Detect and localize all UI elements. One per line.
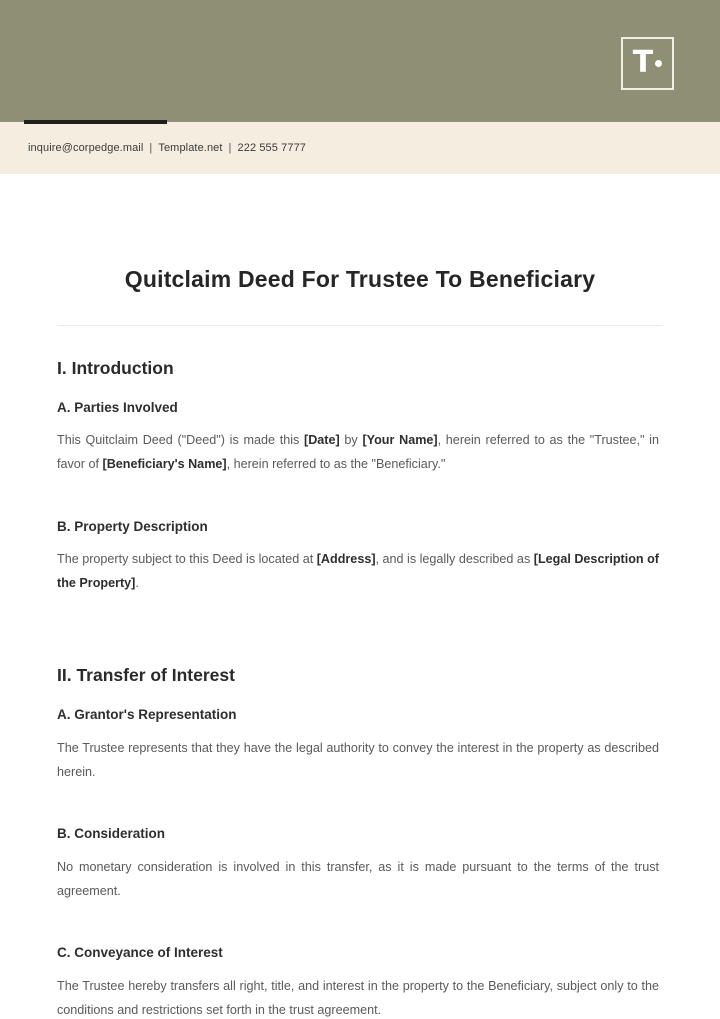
placeholder-legal-description: [Legal Description of the Property] [57,552,660,590]
contact-accent-bar [24,120,167,124]
section-heading-introduction: I. Introduction [57,358,174,378]
paragraph-parties: This Quitclaim Deed ("Deed") is made this [Date] by [Your Name], herein referred to as the "Trustee," in favor of [Beneficiary's Name], herein referred to as the "Beneficiary." [57,433,659,471]
paragraph-representation: The Trustee represents that they have the legal authority to convey the interest in the property as described herein. [57,741,659,779]
contact-separator: | [228,142,232,154]
subsection-heading-property: B. Property Description [57,519,208,534]
placeholder-address: [Address] [316,552,376,566]
subsection-heading-conveyance: C. Conveyance of Interest [57,945,223,960]
subsection-heading-representation: A. Grantor's Representation [57,707,237,722]
title-divider [57,325,663,326]
logo-letter: T [632,44,654,80]
contact-phone: 222 555 7777 [237,142,307,154]
placeholder-date: [Date] [304,433,340,447]
placeholder-your-name: [Your Name] [362,433,438,447]
paragraph-conveyance: The Trustee hereby transfers all right, title, and interest in the property to the Beneficiary, subject only to the conditions and restrictions set forth in the trust agreement. [57,979,659,1017]
contact-website: Template.net [158,142,223,154]
subsection-heading-consideration: B. Consideration [57,826,166,841]
contact-email: inquire@corpedge.mail [28,142,144,154]
template-logo [621,37,674,90]
contact-separator: | [149,142,153,154]
subsection-heading-parties: A. Parties Involved [57,400,178,415]
document-title: Quitclaim Deed For Trustee To Beneficiary [124,266,596,292]
paragraph-consideration: No monetary consideration is involved in this transfer, as it is made pursuant to the terms of the trust agreement. [57,860,659,898]
paragraph-property: The property subject to this Deed is located at [Address], and is legally described as [Legal Description of the Property]. [57,552,660,590]
section-heading-transfer: II. Transfer of Interest [57,665,235,685]
placeholder-beneficiary-name: [Beneficiary's Name] [102,456,227,471]
logo-dot-icon [655,60,662,67]
contact-line [28,142,306,154]
header-band [0,0,720,122]
